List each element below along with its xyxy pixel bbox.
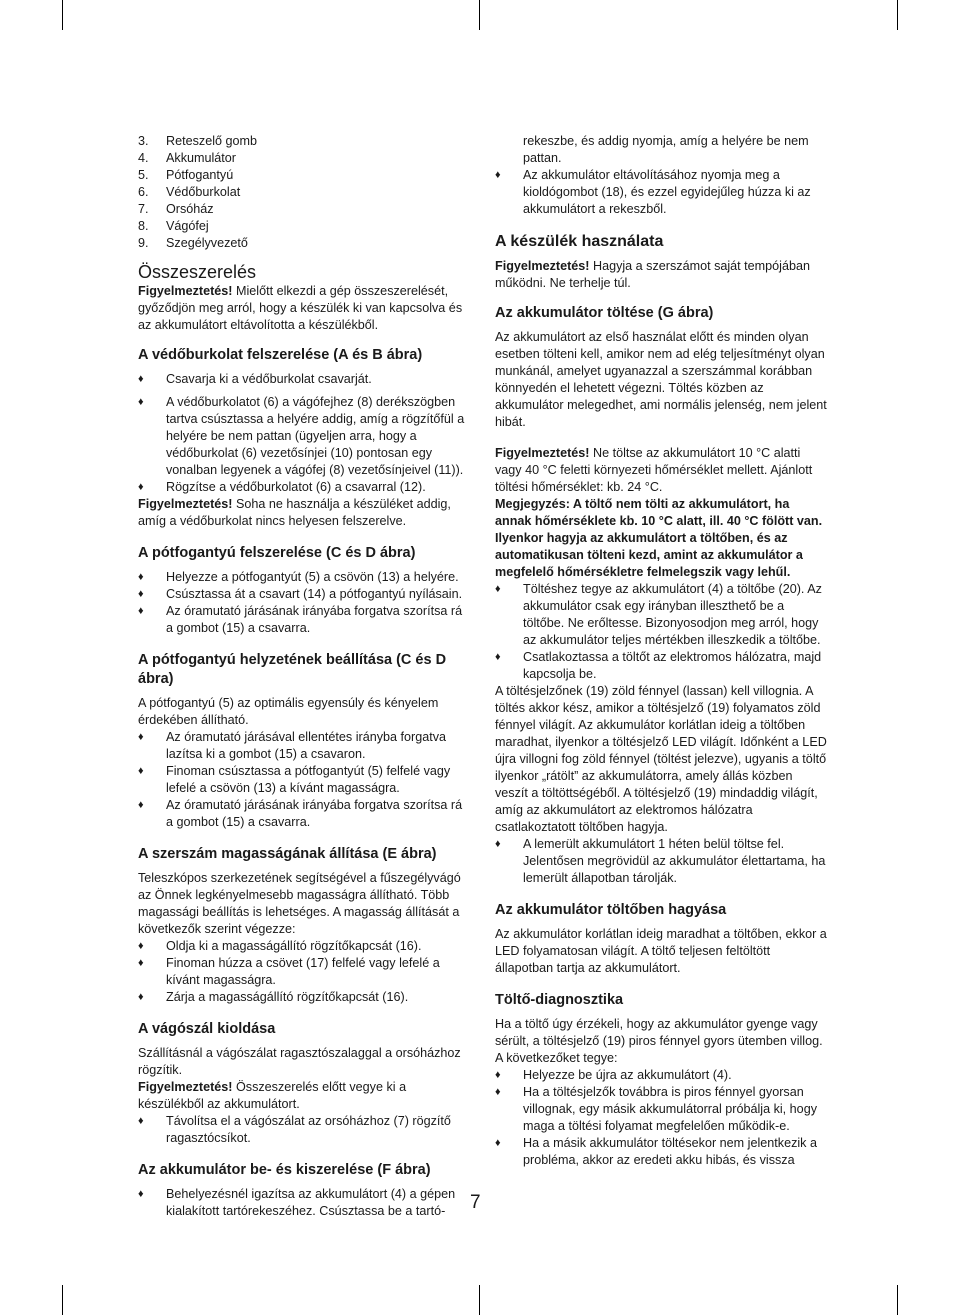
warning-label: Figyelmeztetés! (138, 497, 233, 511)
crop-mark (62, 1285, 63, 1315)
diamond-bullet-icon: ♦ (138, 373, 144, 385)
bullet-item: ♦ Az óramutató járásának irányába forgatva szorítsa rá a gombot (15) a csavarra. (138, 604, 463, 635)
paragraph: Teleszkópos szerkezetének segítségével a fűszegélyvágó az Önnek legkényelmesebb magasságra állítható. Több magassági beállítás is lehetséges. A magasság állítását a következők szerint végezze: (138, 871, 461, 936)
paragraph: A töltésjelzőnek (19) zöld fénnyel (lassan) kell villognia. A töltés akkor kész, amikor a töltésjelző (19) folyamatos zöld fénnyel világít. Az akkumulátor korlátlan ideig a töltőben maradhat, ilyenkor a töltésjelző LED világít. Időnként a LED újra villogni fog zöld fénnyel (töltést jelezve), ugyanis a töltő ilyenkor „rátölt” az akkumulátorra, amely állás közben veszít a töltöttségéből. A töltésjelző (19) mindaddig világít, amíg az akkumulátort az elektromos hálózatra csatlakoztatott töltőben hagyja. (495, 684, 827, 834)
list-item: 4. Akkumulátor (138, 151, 236, 165)
bullet-item: ♦ Csúsztassa át a csavart (14) a pótfogantyú nyílásain. (138, 587, 463, 601)
section-heading: Az akkumulátor töltőben hagyása (495, 902, 727, 918)
paragraph: A pótfogantyú (5) az optimális egyensúly és kényelem érdekében állítható. (138, 696, 439, 727)
bullet-item: ♦ Ha a másik akkumulátor töltésekor nem jelentkezik a probléma, akkor az eredeti akku hibás, és vissza (495, 1136, 817, 1167)
list-item: 7. Orsóház (138, 202, 214, 216)
list-item: 9. Szegélyvezető (138, 236, 248, 250)
warning-label: Figyelmeztetés! (138, 284, 233, 298)
note-paragraph: Megjegyzés: A töltő nem tölti az akkumulátort, ha annak hőmérséklete kb. 10 °C alatt, ill. 40 °C fölött van. Ilyenkor hagyja az akkumulátort a töltőben, és az automatikusan tölteni kezd, amint az akkumulátor a megfelelő hőmérsékletre felmelegszik vagy lehűl. (495, 497, 823, 579)
section-heading: A készülék használata (495, 233, 664, 250)
list-item: 5. Pótfogantyú (138, 168, 234, 182)
crop-mark (479, 0, 480, 30)
list-item: 6. Védőburkolat (138, 185, 241, 199)
diamond-bullet-icon: ♦ (138, 1115, 144, 1127)
diamond-bullet-icon: ♦ (138, 731, 144, 743)
warning-paragraph: Figyelmeztetés! Soha ne használja a készüléket addig, amíg a védőburkolat nincs helyesen felszerelve. (138, 497, 451, 528)
page-number: 7 (470, 1192, 481, 1213)
section-heading: Töltő-diagnosztika (495, 992, 624, 1008)
bullet-item: ♦ Helyezze a pótfogantyút (5) a csövön (13) a helyére. (138, 570, 459, 584)
paragraph: Ha a töltő úgy érzékeli, hogy az akkumulátor gyenge vagy sérült, a töltésjelző (19) piros fénnyel gyors ütemben villog. A következőket tegye: (495, 1017, 823, 1065)
bullet-item: ♦ A lemerült akkumulátort 1 héten belül töltse fel. Jelentősen megrövidül az akkumulátor élettartama, ha lemerült állapotban tárolják. (495, 837, 826, 885)
diamond-bullet-icon: ♦ (138, 799, 144, 811)
diamond-bullet-icon: ♦ (495, 838, 501, 850)
diamond-bullet-icon: ♦ (495, 651, 501, 663)
diamond-bullet-icon: ♦ (138, 605, 144, 617)
paragraph: rekeszbe, és addig nyomja, amíg a helyére be nem pattan. (523, 134, 809, 165)
section-heading: A pótfogantyú helyzetének beállítása (C és D ábra) (138, 652, 447, 687)
bullet-item: ♦ Helyezze be újra az akkumulátort (4). (495, 1068, 732, 1082)
diamond-bullet-icon: ♦ (138, 957, 144, 969)
bullet-item: ♦ Oldja ki a magasságállító rögzítőkapcsát (16). (138, 939, 422, 953)
paragraph: Az akkumulátor korlátlan ideig maradhat a töltőben, ekkor a LED folyamatosan világít. A töltő teljesen feltöltött állapotban tartja az akkumulátort. (495, 927, 827, 975)
section-heading: A védőburkolat felszerelése (A és B ábra) (138, 347, 423, 363)
bullet-item: ♦ Csavarja ki a védőburkolat csavarját. (138, 372, 372, 386)
bullet-item: ♦ Távolítsa el a vágószálat az orsóházhoz (7) rögzítő ragasztócsíkot. (138, 1114, 451, 1145)
diamond-bullet-icon: ♦ (495, 169, 501, 181)
section-heading: Az akkumulátor be- és kiszerelése (F ábra) (138, 1162, 431, 1178)
paragraph: Szállításnál a vágószálat ragasztószalaggal a orsóházhoz rögzítik. (138, 1046, 461, 1077)
warning-paragraph: Figyelmeztetés! Mielőtt elkezdi a gép összeszerelését, győződjön meg arról, hogy a készülék ki van kapcsolva és az akkumulátort eltávolította a készülékből. (138, 284, 463, 332)
diamond-bullet-icon: ♦ (138, 588, 144, 600)
section-heading: A pótfogantyú felszerelése (C és D ábra) (138, 545, 416, 561)
warning-label: Figyelmeztetés! (495, 446, 590, 460)
bullet-item: ♦ Csatlakoztassa a töltőt az elektromos hálózatra, majd kapcsolja be. (495, 650, 822, 681)
warning-label: Figyelmeztetés! (138, 1080, 233, 1094)
section-heading: Az akkumulátor töltése (G ábra) (495, 305, 714, 321)
diamond-bullet-icon: ♦ (138, 991, 144, 1003)
bullet-item: ♦ Ha a töltésjelzők továbbra is piros fénnyel gyorsan villognak, egy másik akkumulátorral próbálja ki, hogy maga a töltési folyamat megfelelően működik-e. (495, 1085, 817, 1133)
warning-paragraph: Figyelmeztetés! Ne töltse az akkumulátort 10 °C alatti vagy 40 °C feletti környezeti hőmérséklet mellett. Ajánlott töltési hőmérséklet: kb. 24 °C. (495, 446, 813, 494)
warning-paragraph: Figyelmeztetés! Összeszerelés előtt vegye ki a készülékből az akkumulátort. (138, 1080, 407, 1111)
diamond-bullet-icon: ♦ (138, 1188, 144, 1200)
section-heading: A szerszám magasságának állítása (E ábra) (138, 846, 437, 862)
crop-mark (897, 0, 898, 30)
diamond-bullet-icon: ♦ (138, 571, 144, 583)
right-column (495, 133, 827, 1169)
list-item: 3. Reteszelő gomb (138, 134, 258, 148)
crop-mark (897, 1285, 898, 1315)
section-title: Összeszerelés (138, 262, 257, 282)
crop-mark (62, 0, 63, 30)
bullet-item: ♦ Az akkumulátor eltávolításához nyomja meg a kioldógombot (18), és ezzel egyidejűleg húzza ki az akkumulátort a rekeszből. (495, 168, 811, 216)
bullet-item: ♦ Rögzítse a védőburkolatot (6) a csavarral (12). (138, 480, 426, 494)
warning-paragraph: Figyelmeztetés! Hagyja a szerszámot saját tempójában működni. Ne terhelje túl. (495, 259, 810, 290)
left-column (138, 133, 470, 1220)
diamond-bullet-icon: ♦ (495, 1086, 501, 1098)
diamond-bullet-icon: ♦ (138, 765, 144, 777)
bullet-item: ♦ A védőburkolatot (6) a vágófejhez (8) derékszögben tartva csúsztassa a helyére addig, amíg a rögzítőfül a helyére be nem pattan (ügyeljen arra, hogy a védőburkolat (6) vezetősínjei (10) pontosan egy vonalban legyenek a vágófej (8) vezetősínjeivel (11)). (138, 395, 465, 477)
bullet-item: ♦ Finoman csúsztassa a pótfogantyút (5) felfelé vagy lefelé a csövön (13) a kívánt magasságra. (138, 764, 451, 795)
bullet-item: ♦ Zárja a magasságállító rögzítőkapcsát (16). (138, 990, 409, 1004)
diamond-bullet-icon: ♦ (495, 1069, 501, 1081)
crop-mark (479, 1285, 480, 1315)
list-item: 8. Vágófej (138, 219, 209, 233)
section-heading: A vágószál kioldása (138, 1021, 276, 1037)
diamond-bullet-icon: ♦ (138, 940, 144, 952)
paragraph: Az akkumulátort az első használat előtt és minden olyan esetben tölteni kell, amikor nem ad elég teljesítményt olyan munkánál, amelyet ugyanazzal a szerszámmal korábban könnyedén el lehetett végezni. Töltés közben az akkumulátor melegedhet, ami normális jelenség, nem jelent hibát. (495, 330, 827, 429)
diamond-bullet-icon: ♦ (495, 583, 501, 595)
bullet-item: ♦ Behelyezésnél igazítsa az akkumulátort (4) a gépen kialakított tartórekeszéhez. Csúsztassa be a tartó- (138, 1187, 456, 1218)
bullet-item: ♦ Töltéshez tegye az akkumulátort (4) a töltőbe (20). Az akkumulátor csak egy irányban illeszthető be a töltőbe. Ne erőltesse. Bizonyosodjon meg arról, hogy az akkumulátor teljes mértékben illeszkedik a töltőbe. (495, 582, 822, 647)
bullet-item: ♦ Az óramutató járásának irányába forgatva szorítsa rá a gombot (15) a csavarra. (138, 798, 463, 829)
bullet-item: ♦ Finoman húzza a csövet (17) felfelé vagy lefelé a kívánt magasságra. (138, 956, 440, 987)
bullet-item: ♦ Az óramutató járásával ellentétes irányba forgatva lazítsa ki a gombot (15) a csavaron. (138, 730, 447, 761)
warning-label: Figyelmeztetés! (495, 259, 590, 273)
diamond-bullet-icon: ♦ (138, 396, 144, 408)
diamond-bullet-icon: ♦ (495, 1137, 501, 1149)
diamond-bullet-icon: ♦ (138, 481, 144, 493)
